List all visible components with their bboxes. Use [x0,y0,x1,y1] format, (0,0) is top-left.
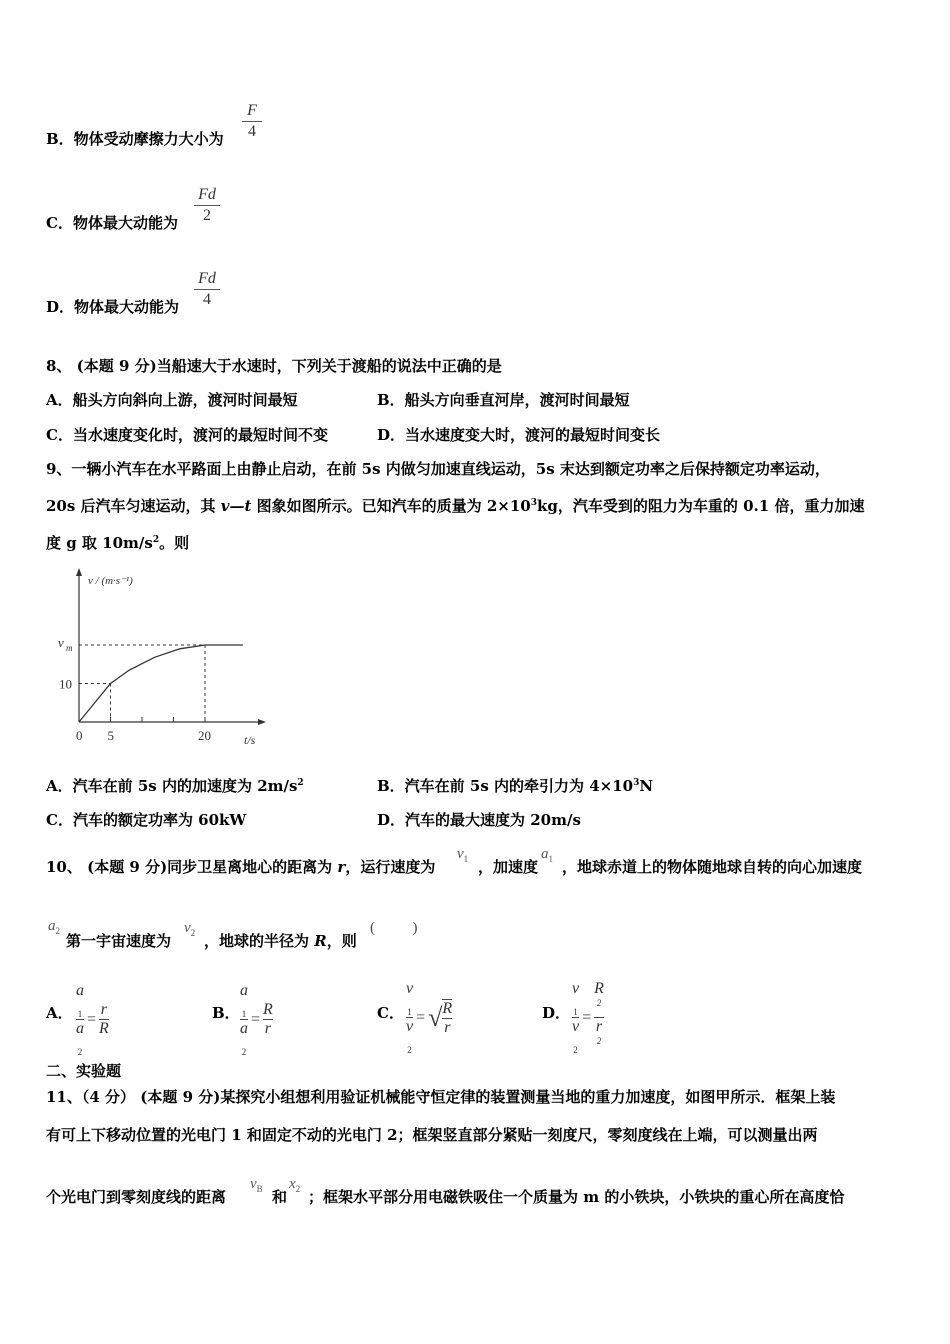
answer-blank: ( ) [370,920,418,936]
q11-line-2: 有可上下移动位置的光电门 1 和固定不动的光电门 2；框架竖直部分紧贴一刻度尺，零刻度线在上端，可以测量出两 [46,1126,818,1144]
sqrt-icon: √ [428,1002,443,1032]
q9-option-b-exponent: 3 [633,778,640,788]
eq-term: a [240,1020,248,1038]
q8-option-b: B．船头方向垂直河岸，渡河时间最短 [377,391,630,409]
q10-line-2: 第一宇宙速度为 [66,932,172,950]
x-tick-label: 5 [107,728,114,743]
q9-option-c: C．汽车的额定功率为 60kW [46,811,247,829]
q7-option-d-label: D．物体最大动能为 [46,298,180,316]
eq-subscript: 1 [407,1007,412,1018]
q10-accel-label: ，加速度 [478,858,539,876]
x-tick-label: 20 [198,728,211,743]
eq-term: R [594,980,604,997]
fraction-numerator: Fd [198,186,216,203]
eq-subscript: 1 [241,1009,247,1020]
eq-term: v [406,980,414,997]
fraction-numerator: Fd [198,270,216,287]
y-axis-arrow-icon [76,568,82,576]
q7-option-b-fraction [242,102,262,141]
q10-speed-text: ，运行速度为 [345,858,436,876]
q10-v1-symbol [457,846,468,864]
q8-option-c: C．当水速度变化时，渡河的最短时间不变 [46,426,328,444]
symbol-subscript: 2 [55,926,60,936]
fraction-denominator: 2 [203,207,211,224]
q7-option-c-fraction [194,186,220,225]
eq-term: a [76,982,84,999]
q9-option-b-unit: N [639,777,654,795]
q7-option-d [46,296,179,317]
y-tick-label-vm-subscript: m [66,643,73,653]
q11-vb-symbol [250,1176,263,1194]
eq-term: v [406,1018,414,1036]
q9-option-b-text: B．汽车在前 5s 内的牵引力为 4×10 [377,777,634,795]
q11-line-1: 11、（4 分） (本题 9 分)某探究小组想利用验证机械能守恒定律的装置测量当地的重力加速度，如图甲所示．框架上装 [46,1088,836,1106]
y-tick-label-vm: v [58,635,64,650]
q11-line-3-start: 个光电门到零刻度线的距离 [46,1188,227,1206]
q10-stem [46,856,435,877]
q9-line-2-end: kg，汽车受到的阻力为车重的 0.1 倍，重力加速 [537,497,865,515]
q10-a1-symbol [541,846,553,864]
eq-term: a [240,982,248,999]
eq-term: R [99,1020,109,1038]
q9-option-a-exponent: 2 [297,778,304,788]
fraction-numerator: F [247,102,257,119]
q9-line-2-text: 20s 后汽车匀速运动，其 [46,497,221,515]
q10-option-a-equation: a $_1$ a $_2$ = $\frac{r}{R}$ [76,982,109,1058]
q9-option-a [46,775,304,796]
q10-option-d-equation: v $_1$ v $_2$ = R $^2$ r $^2$ [572,980,604,1056]
eq-subscript: 1 [77,1009,83,1020]
q9-option-b [377,775,653,796]
fraction-denominator: 4 [203,291,211,308]
x-tick-label: 0 [76,728,83,743]
q8-option-d: D．当水速度变大时，渡河的最短时间变长 [377,426,661,444]
symbol-letter: v [250,1176,257,1192]
y-axis-label: v / (m·s⁻¹) [88,575,133,587]
q11-line-3-end: ；框架水平部分用电磁铁吸住一个质量为 m 的小铁块，小铁块的重心所在高度恰 [308,1188,845,1206]
eq-term: r [264,1020,272,1038]
y-tick-label: 10 [59,676,72,692]
symbol-letter: x [289,1176,296,1192]
q11-x2-symbol [289,1176,300,1194]
x-axis-label: t/s [244,733,256,747]
section-heading: 二、实验题 [46,1062,122,1080]
q7-option-c [46,212,178,233]
q9-line-1: 9、一辆小汽车在水平路面上由静止启动，在前 5s 内做匀加速直线运动，5s 末达到额定功率之后保持额定功率运动， [46,460,830,478]
eq-subscript: 2 [241,1047,247,1058]
q10-R-symbol: R [314,932,327,950]
q9-line-2 [46,495,864,516]
q10-option-d-label: D． [542,1004,571,1022]
q10-line-2-end: ，则 [326,932,357,950]
q10-option-c-label: C． [377,1004,404,1022]
fraction-denominator: 4 [248,123,256,140]
eq-superscript: 2 [596,998,602,1008]
q9-option-a-text: A．汽车在前 5s 内的加速度为 2m/s [46,777,298,795]
q10-option-a-label: A． [46,1004,73,1022]
q9-mass-text: 图象如图所示。已知汽车的质量为 2×10 [251,497,531,515]
q10-option-c-equation: v $_1$ v $_2$ = √ $\frac{R}{r}$ [406,980,453,1056]
q8-stem: 8、 (本题 9 分)当船速大于水速时，下列关于渡船的说法中正确的是 [46,357,502,375]
q10-r-symbol: r [337,858,346,876]
eq-term: r [595,1018,603,1036]
symbol-subscript: 1 [548,854,553,864]
eq-subscript: 2 [573,1045,578,1056]
eq-superscript: 2 [596,1036,602,1047]
q10-a2-symbol [48,918,60,936]
q9-g-exponent: 2 [152,535,160,545]
eq-term: R [263,1001,273,1019]
symbol-subscript: 2 [295,1184,301,1194]
q10-radius-text: ，地球的半径为 [204,932,315,950]
eq-term: r [100,1001,108,1019]
q10-stem-end: ，地球赤道上的物体随地球自转的向心加速度 [562,858,863,876]
q7-option-b [46,128,224,149]
eq-subscript: 1 [573,1007,578,1018]
symbol-subscript: 1 [463,854,469,864]
eq-subscript: 2 [407,1045,412,1056]
eq-term: v [572,980,580,998]
q9-line-3-end: 。则 [159,534,190,552]
q7-option-b-label: B．物体受动摩擦力大小为 [46,130,224,148]
q9-mass-exponent: 3 [530,498,538,508]
eq-term: a [76,1020,84,1038]
q7-option-d-fraction [194,270,220,309]
symbol-letter: a [541,846,549,862]
eq-subscript: 2 [77,1047,83,1058]
q10-option-b-label: B． [212,1004,240,1022]
q11-and: 和 [272,1188,288,1206]
q10-stem-text: 10、 (本题 9 分)同步卫星离地心的距离为 [46,858,338,876]
q7-option-c-label: C．物体最大动能为 [46,214,178,232]
symbol-subscript: B [256,1184,263,1194]
q10-line-2-radius [204,930,357,951]
q9-option-d: D．汽车的最大速度为 20m/s [377,811,581,829]
eq-term: R [442,999,453,1017]
symbol-letter: v [457,846,464,862]
q9-g-text: 度 g 取 10m/s [46,534,153,552]
eq-term: r [444,1018,451,1036]
symbol-letter: v [184,920,191,936]
x-axis-arrow-icon [258,719,266,725]
eq-term: v [572,1018,580,1036]
symbol-letter: a [48,918,56,934]
symbol-subscript: 2 [190,928,196,938]
vt-graph [46,560,276,755]
q10-option-b-equation: a $_1$ a $_2$ = $\frac{R}{r}$ [240,982,273,1058]
q8-option-a: A．船头方向斜向上游，渡河时间最短 [46,391,298,409]
q9-line-3 [46,532,189,553]
q10-v2-symbol [184,920,195,938]
q9-vt-label: v—t [220,497,252,515]
